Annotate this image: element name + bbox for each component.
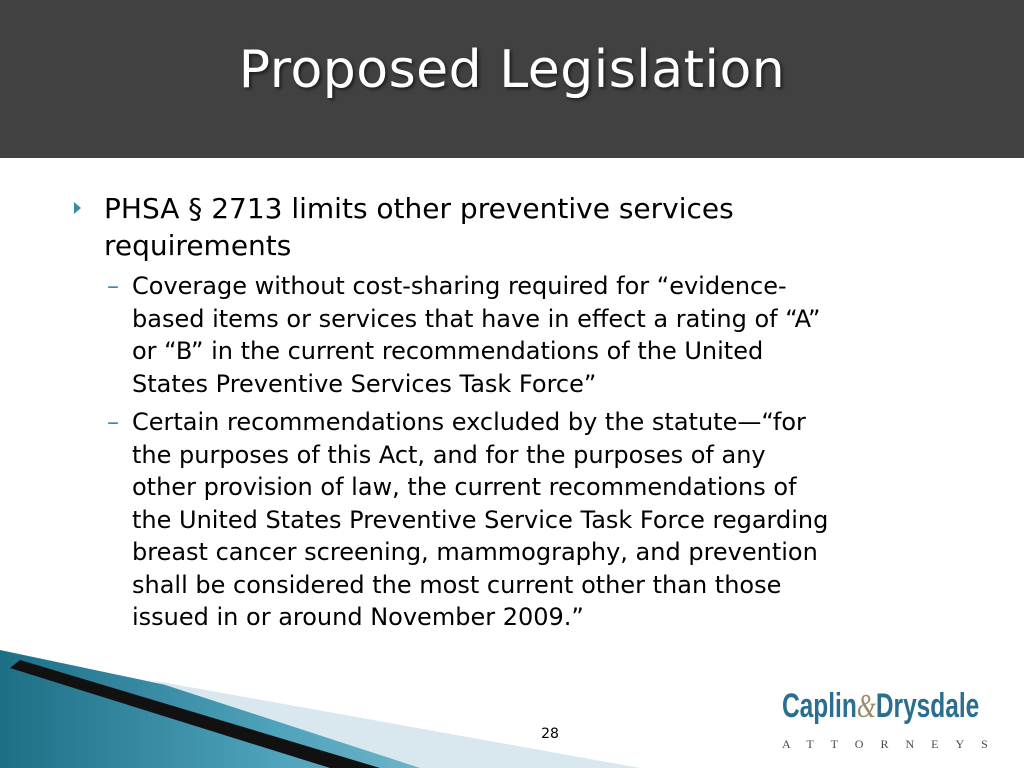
- main-bullet: [74, 190, 994, 264]
- sub-bullet-coverage: [104, 270, 994, 400]
- sub-bullet-exclusions: [104, 406, 994, 634]
- slide-title: Proposed Legislation: [238, 40, 786, 100]
- sub-bullet-line: or “B” in the current recommendations of the United: [132, 337, 764, 365]
- firm-logo: [782, 686, 1005, 752]
- sub-bullet-line: issued in or around November 2009.”: [132, 603, 584, 631]
- main-bullet-line-1: PHSA § 2713 limits other preventive services: [104, 192, 734, 225]
- sub-bullet-line: breast cancer screening, mammography, and prevention: [132, 538, 818, 566]
- sub-bullet-line: Coverage without cost-sharing required for “evidence-: [132, 272, 787, 300]
- dash-bullet-icon: –: [107, 272, 119, 300]
- slide-content: [74, 190, 994, 640]
- sub-bullet-line: the United States Preventive Service Task Force regarding: [132, 505, 829, 534]
- title-bar: [0, 0, 1024, 158]
- sub-bullet-line: other provision of law, the current recommendations of: [132, 473, 797, 501]
- decorative-swoosh: [0, 640, 640, 768]
- page-number: 28: [541, 726, 559, 742]
- sub-bullet-line: States Preventive Services Task Force”: [132, 369, 597, 398]
- sub-bullet-list: [104, 270, 994, 634]
- main-bullet-line-2: requirements: [104, 229, 292, 262]
- sub-bullet-line: based items or services that have in effect a rating of “A”: [132, 304, 821, 333]
- logo-tagline: ATTORNEYS: [782, 737, 1005, 751]
- sub-bullet-line: the purposes of this Act, and for the purposes of any: [132, 440, 766, 469]
- logo-wordmark: Caplin&Drysdale: [782, 687, 980, 725]
- sub-bullet-line: Certain recommendations excluded by the statute—“for: [132, 408, 806, 436]
- sub-bullet-line: shall be considered the most current other than those: [132, 570, 782, 599]
- triangle-bullet-icon: [74, 202, 81, 214]
- dash-bullet-icon: –: [107, 408, 119, 436]
